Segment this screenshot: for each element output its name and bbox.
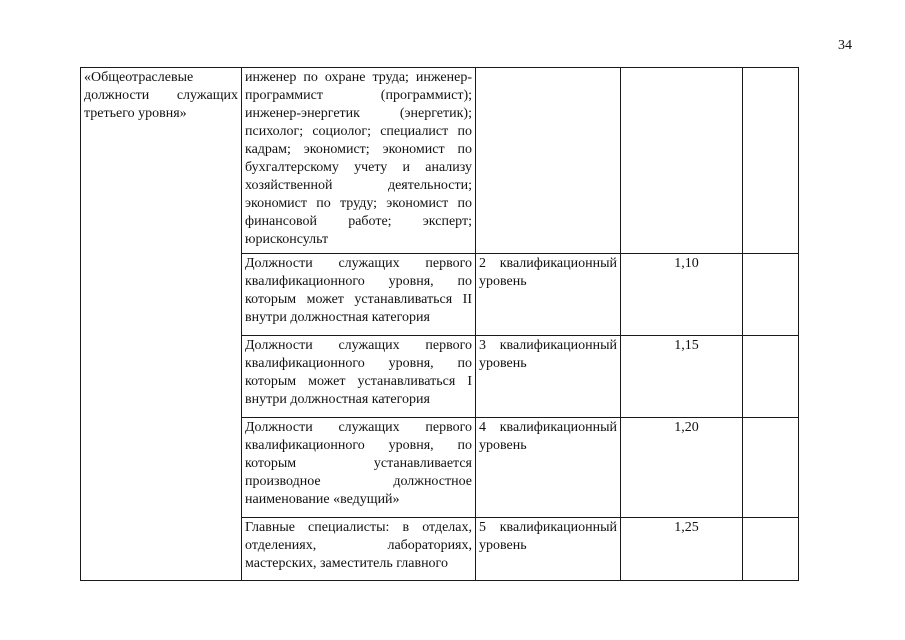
level-cell: 3 квалификационный уровень [476, 336, 621, 418]
position-cell: Должности служащих первого квалификационного уровня, по которым может устанавливаться I внутри должностная категория [242, 336, 476, 418]
empty-cell [743, 68, 799, 254]
table-row [81, 68, 799, 254]
coefficient-cell [621, 68, 743, 254]
position-cell: инженер по охране труда; инженер-программист (программист); инженер-энергетик (энергетик); психолог; социолог; специалист по кадрам; экономист; экономист по бухгалтерскому учету и анализу хозяйственной деятельности; экономист по труду; экономист по финансовой работе; эксперт; юрисконсульт [242, 68, 476, 254]
coefficient-cell [621, 418, 743, 518]
empty-cell [743, 254, 799, 336]
page-number: 34 [838, 38, 852, 53]
coefficient-value: 1,25 [674, 520, 699, 535]
coefficient-value: 1,15 [674, 338, 699, 353]
coefficient-value: 1,10 [674, 256, 699, 271]
coefficient-cell [621, 518, 743, 581]
level-cell [476, 68, 621, 254]
coefficient-cell [621, 254, 743, 336]
level-cell: 5 квалификационный уровень [476, 518, 621, 581]
empty-cell [743, 418, 799, 518]
coefficient-cell [621, 336, 743, 418]
level-cell: 4 квалификационный уровень [476, 418, 621, 518]
coefficient-value: 1,20 [674, 420, 699, 435]
empty-cell [743, 336, 799, 418]
position-cell: Должности служащих первого квалификационного уровня, по которым устанавливается производное должностное наименование «ведущий» [242, 418, 476, 518]
group-name-cell: «Общеотраслевые должности служащих третьего уровня» [81, 68, 242, 581]
position-cell: Главные специалисты: в отделах, отделениях, лабораториях, мастерских, заместитель главного [242, 518, 476, 581]
position-cell: Должности служащих первого квалификационного уровня, по которым может устанавливаться II внутри должностная категория [242, 254, 476, 336]
level-cell: 2 квалификационный уровень [476, 254, 621, 336]
qualification-table [80, 67, 799, 581]
empty-cell [743, 518, 799, 581]
